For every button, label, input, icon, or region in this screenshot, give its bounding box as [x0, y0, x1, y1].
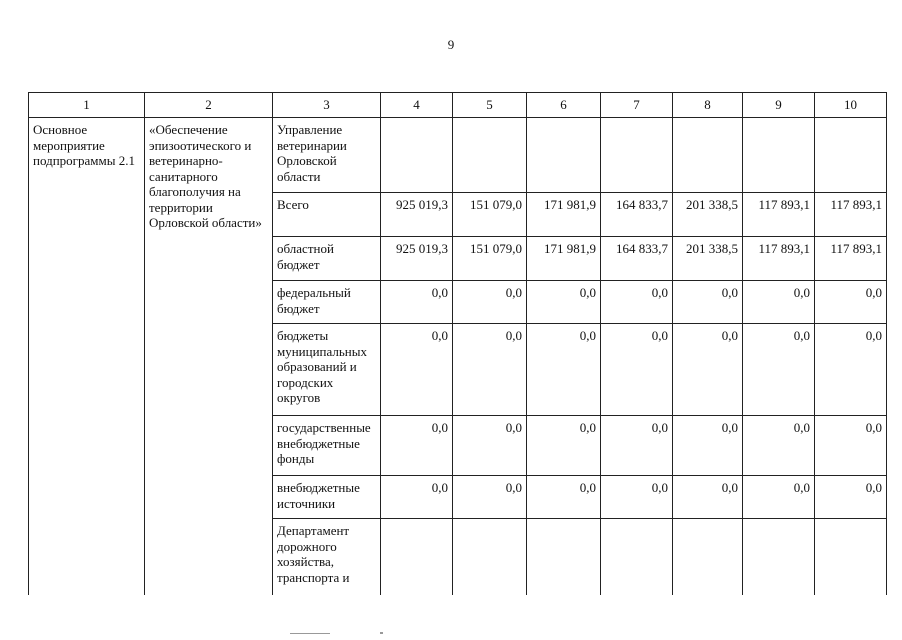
value-cell: 0,0 [743, 416, 815, 476]
funding-source-cell: Департамент дорожного хозяйства, транспорта и [273, 519, 381, 595]
value-cell: 0,0 [673, 476, 743, 519]
value-cell: 0,0 [815, 476, 887, 519]
funding-source-cell: государственные внебюджетные фонды [273, 416, 381, 476]
value-cell: 151 079,0 [453, 193, 527, 237]
column-header: 9 [743, 93, 815, 118]
value-cell [527, 519, 601, 595]
value-cell [815, 118, 887, 193]
value-cell: 0,0 [453, 281, 527, 324]
column-header: 4 [381, 93, 453, 118]
value-cell [743, 118, 815, 193]
value-cell: 0,0 [527, 281, 601, 324]
value-cell: 0,0 [381, 281, 453, 324]
funding-source-cell: бюджеты муниципальных образований и городских округов [273, 324, 381, 416]
value-cell: 0,0 [453, 476, 527, 519]
funding-source-cell: федеральный бюджет [273, 281, 381, 324]
value-cell [673, 118, 743, 193]
column-header: 6 [527, 93, 601, 118]
value-cell: 925 019,3 [381, 193, 453, 237]
activity-title-cell: «Обеспечение эпизоотического и ветеринарно-санитарного благополучия на территории Орловской области» [145, 118, 273, 595]
value-cell: 0,0 [743, 476, 815, 519]
table-row [29, 118, 887, 193]
value-cell: 0,0 [381, 324, 453, 416]
column-header: 10 [815, 93, 887, 118]
column-header: 3 [273, 93, 381, 118]
value-cell: 0,0 [601, 416, 673, 476]
value-cell: 117 893,1 [743, 237, 815, 281]
column-header: 5 [453, 93, 527, 118]
value-cell: 0,0 [381, 476, 453, 519]
column-header: 8 [673, 93, 743, 118]
value-cell: 117 893,1 [815, 193, 887, 237]
value-cell [601, 519, 673, 595]
budget-table [28, 92, 887, 595]
value-cell: 117 893,1 [743, 193, 815, 237]
value-cell: 0,0 [453, 416, 527, 476]
column-header: 2 [145, 93, 273, 118]
value-cell: 201 338,5 [673, 237, 743, 281]
value-cell: 0,0 [673, 281, 743, 324]
value-cell [815, 519, 887, 595]
value-cell [527, 118, 601, 193]
column-header: 7 [601, 93, 673, 118]
funding-source-cell: Всего [273, 193, 381, 237]
value-cell: 0,0 [527, 416, 601, 476]
value-cell: 201 338,5 [673, 193, 743, 237]
value-cell: 0,0 [673, 416, 743, 476]
funding-source-cell: Управление ветеринарии Орловской области [273, 118, 381, 193]
value-cell [381, 118, 453, 193]
page-number: 9 [447, 37, 455, 52]
value-cell [381, 519, 453, 595]
funding-source-cell: областной бюджет [273, 237, 381, 281]
value-cell: 0,0 [815, 324, 887, 416]
value-cell: 0,0 [743, 324, 815, 416]
value-cell: 0,0 [743, 281, 815, 324]
value-cell: 151 079,0 [453, 237, 527, 281]
value-cell: 164 833,7 [601, 193, 673, 237]
value-cell: 0,0 [815, 416, 887, 476]
value-cell: 171 981,9 [527, 193, 601, 237]
value-cell: 117 893,1 [815, 237, 887, 281]
value-cell: 0,0 [527, 476, 601, 519]
value-cell: 0,0 [381, 416, 453, 476]
value-cell: 0,0 [601, 324, 673, 416]
value-cell [601, 118, 673, 193]
value-cell [673, 519, 743, 595]
value-cell: 0,0 [815, 281, 887, 324]
funding-source-cell: внебюджетные источники [273, 476, 381, 519]
value-cell [453, 519, 527, 595]
value-cell [453, 118, 527, 193]
scan-speck [290, 633, 330, 634]
column-header: 1 [29, 93, 145, 118]
value-cell: 0,0 [527, 324, 601, 416]
value-cell: 0,0 [673, 324, 743, 416]
scan-speck [380, 632, 383, 634]
value-cell: 0,0 [453, 324, 527, 416]
value-cell: 164 833,7 [601, 237, 673, 281]
activity-name-cell: Основное мероприятие подпрограммы 2.1 [29, 118, 145, 595]
value-cell: 0,0 [601, 476, 673, 519]
column-header-row [29, 93, 887, 118]
value-cell: 0,0 [601, 281, 673, 324]
value-cell [743, 519, 815, 595]
value-cell: 171 981,9 [527, 237, 601, 281]
value-cell: 925 019,3 [381, 237, 453, 281]
